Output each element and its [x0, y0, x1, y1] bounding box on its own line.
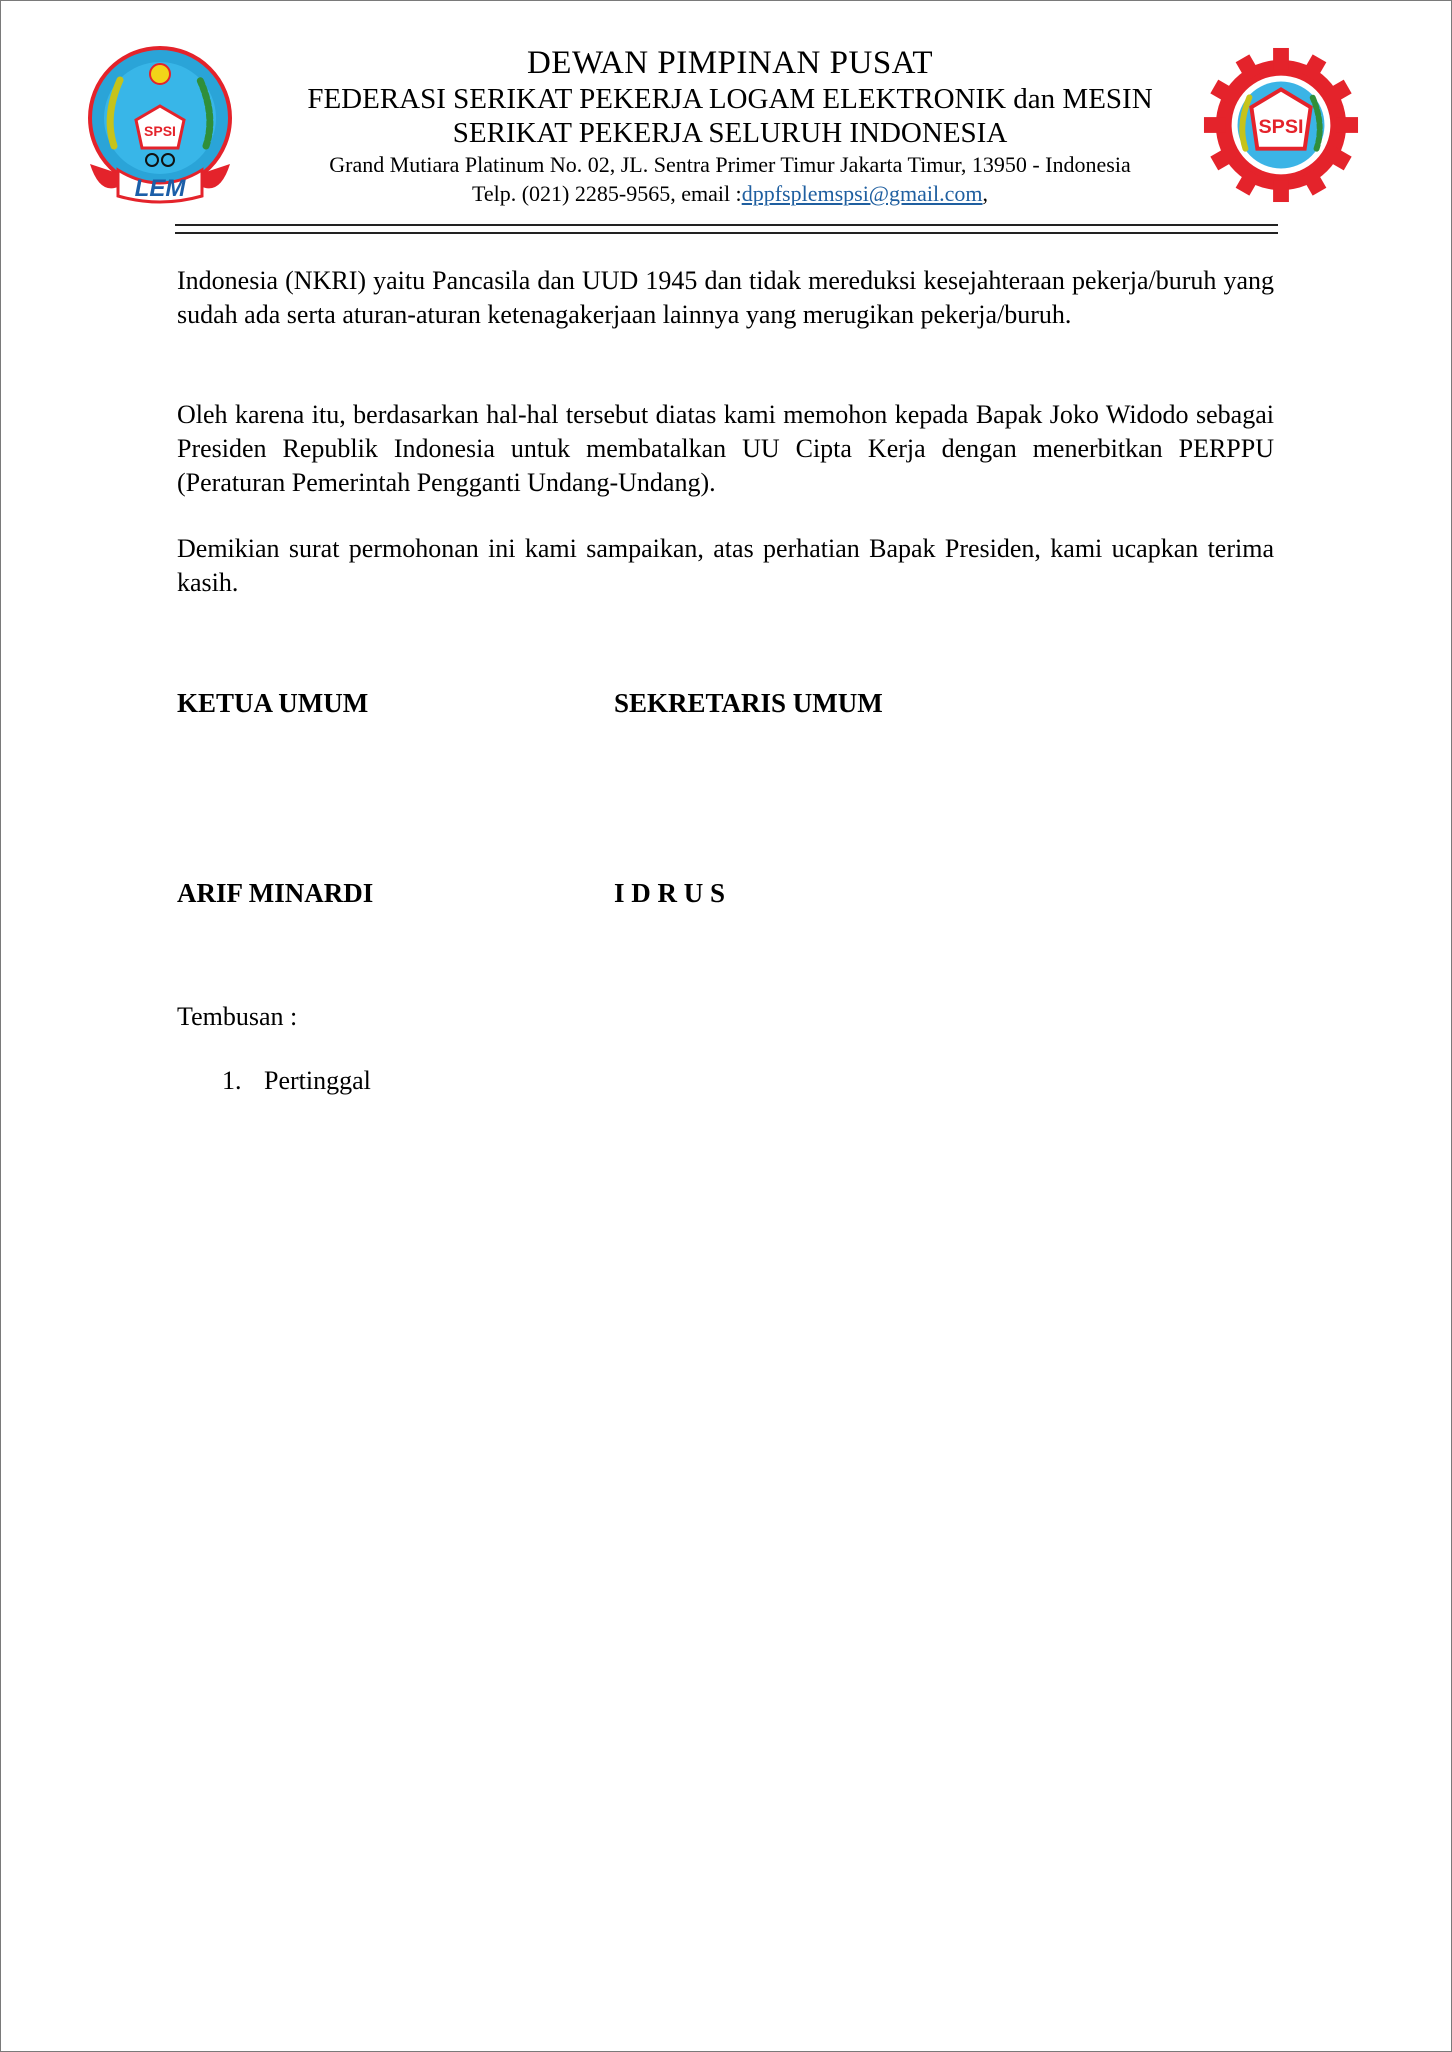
- tembusan-item-number: 1.: [222, 1066, 242, 1095]
- phone-text: Telp. (021) 2285-9565, email :: [471, 181, 742, 206]
- letterhead: [260, 44, 1200, 208]
- tembusan-item-text: Pertinggal: [264, 1066, 371, 1095]
- tembusan-item: [222, 1064, 371, 1098]
- logo-left-shield-text: SPSI: [144, 123, 176, 139]
- lem-spsi-logo: [80, 46, 240, 206]
- contact-suffix: ,: [982, 181, 989, 206]
- signature-title-chairman: KETUA UMUM: [177, 688, 369, 718]
- email-link[interactable]: dppfsplemspsi@gmail.com: [741, 181, 983, 206]
- body-paragraph-1: Indonesia (NKRI) yaitu Pancasila dan UUD 1945 dan tidak mereduksi kesejahteraan pekerja/buruh yang sudah ada serta aturan-aturan ketenagakerjaan lainnya yang merugikan pekerja/buruh.: [177, 266, 1274, 329]
- header-double-rule: [175, 224, 1278, 234]
- signature-name-chairman: ARIF MINARDI: [177, 878, 374, 908]
- letterhead-address: Grand Mutiara Platinum No. 02, JL. Sentra Primer Timur Jakarta Timur, 13950 - Indonesia: [329, 152, 1131, 177]
- spsi-gear-logo: [1202, 46, 1360, 204]
- signature-title-secretary: SEKRETARIS UMUM: [614, 688, 883, 718]
- tembusan-label: Tembusan :: [177, 1002, 298, 1031]
- body-paragraph-2: Oleh karena itu, berdasarkan hal-hal tersebut diatas kami memohon kepada Bapak Joko Widodo sebagai Presiden Republik Indonesia untuk membatalkan UU Cipta Kerja dengan menerbitkan PERPPU (Peraturan Pemerintah Pengganti Undang-Undang).: [177, 400, 1274, 497]
- body-paragraph-3: Demikian surat permohonan ini kami sampaikan, atas perhatian Bapak Presiden, kami ucapkan terima kasih.: [177, 534, 1274, 597]
- letterhead-title: DEWAN PIMPINAN PUSAT: [526, 45, 934, 81]
- logo-right-text: SPSI: [1258, 115, 1304, 138]
- letterhead-federation: FEDERASI SERIKAT PEKERJA LOGAM ELEKTRONIK dan MESIN: [307, 83, 1153, 115]
- logo-left-text: LEM: [134, 175, 186, 202]
- letterhead-contact: [260, 179, 1200, 208]
- letterhead-union: SERIKAT PEKERJA SELURUH INDONESIA: [452, 117, 1008, 149]
- signature-name-secretary: I D R U S: [614, 878, 726, 908]
